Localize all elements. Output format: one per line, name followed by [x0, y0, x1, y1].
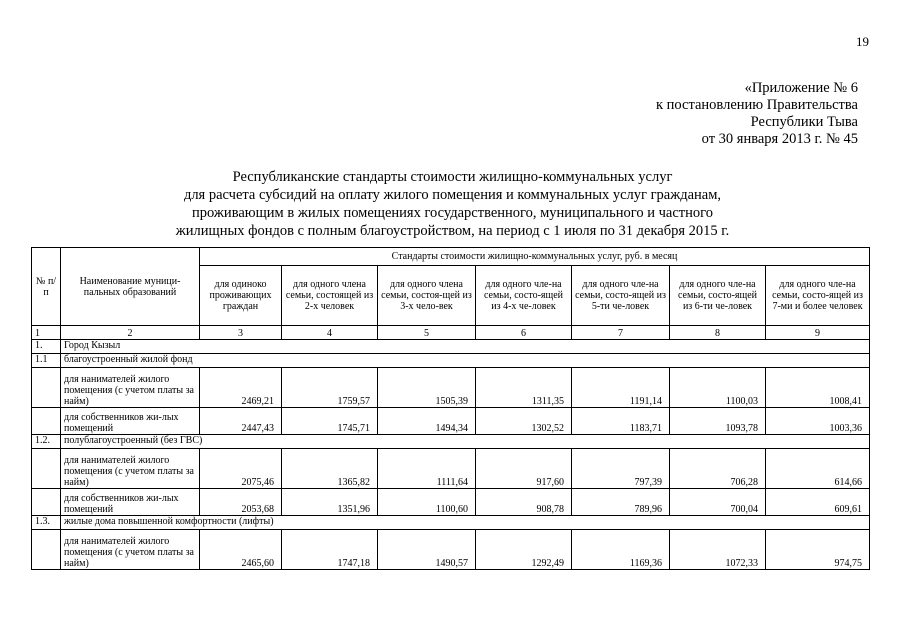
header-col: для одного чле-на семьи, состо-ящей из 4-х че-ловек [476, 266, 572, 326]
row-label: для собственников жи-лых помещений [61, 489, 200, 516]
column-number: 9 [766, 326, 870, 340]
appendix-line: к постановлению Правительства [656, 97, 858, 113]
section-name: благоустроенный жилой фонд [61, 354, 870, 368]
city-name: Город Кызыл [61, 340, 870, 354]
column-number: 6 [476, 326, 572, 340]
header-group: Стандарты стоимости жилищно-коммунальных услуг, руб. в месяц [200, 248, 870, 266]
table-cell: 2053,68 [200, 489, 282, 516]
table-cell: 2447,43 [200, 408, 282, 435]
section-row [32, 435, 870, 449]
table-cell: 1759,57 [282, 368, 378, 408]
table-cell: 2465,60 [200, 530, 282, 570]
title-line: жилищных фондов с полным благоустройством, на период с 1 июля по 31 декабря 2015 г. [175, 223, 730, 239]
column-number: 7 [572, 326, 670, 340]
table-cell: 1008,41 [766, 368, 870, 408]
title-line: проживающим в жилых помещениях государственного, муниципального и частного [192, 205, 713, 221]
row-index: 1.2. [32, 435, 61, 449]
table-cell: 1747,18 [282, 530, 378, 570]
table-row [32, 489, 870, 516]
table-cell: 1111,64 [378, 449, 476, 489]
table-cell: 1745,71 [282, 408, 378, 435]
table-cell: 706,28 [670, 449, 766, 489]
column-number: 2 [61, 326, 200, 340]
section-row [32, 516, 870, 530]
row-label: для нанимателей жилого помещения (с учетом платы за найм) [61, 530, 200, 570]
column-number: 3 [200, 326, 282, 340]
standards-table [31, 247, 870, 570]
table-cell: 1072,33 [670, 530, 766, 570]
table-cell: 1311,35 [476, 368, 572, 408]
table-row [32, 530, 870, 570]
header-col: для одного члена семьи, состоя-щей из 3-х чело-век [378, 266, 476, 326]
table-cell: 1490,57 [378, 530, 476, 570]
header-col: для одного чле-на семьи, состо-ящей из 6-ти че-ловек [670, 266, 766, 326]
table-cell: 1003,36 [766, 408, 870, 435]
title-line: для расчета субсидий на оплату жилого помещения и коммунальных услуг гражданам, [183, 187, 722, 203]
column-number: 8 [670, 326, 766, 340]
table-cell: 1351,96 [282, 489, 378, 516]
row-label: для собственников жи-лых помещений [61, 408, 200, 435]
table-row [32, 408, 870, 435]
header-col: для одиноко проживающих граждан [200, 266, 282, 326]
column-number: 5 [378, 326, 476, 340]
column-number: 1 [32, 326, 61, 340]
table-cell: 2075,46 [200, 449, 282, 489]
column-number: 4 [282, 326, 378, 340]
table-cell: 917,60 [476, 449, 572, 489]
table-cell: 609,61 [766, 489, 870, 516]
header-col: для одного члена семьи, состоящей из 2-х человек [282, 266, 378, 326]
row-label: для нанимателей жилого помещения (с учетом платы за найм) [61, 368, 200, 408]
table-cell: 1093,78 [670, 408, 766, 435]
table-cell: 1191,14 [572, 368, 670, 408]
table-cell: 1494,34 [378, 408, 476, 435]
table-cell: 1292,49 [476, 530, 572, 570]
table-cell: 1100,03 [670, 368, 766, 408]
appendix-line: «Приложение № 6 [744, 80, 858, 96]
table-cell: 1183,71 [572, 408, 670, 435]
section-name: жилые дома повышенной комфортности (лифты) [61, 516, 870, 530]
title-line: Республиканские стандарты стоимости жилищно-коммунальных услуг [232, 169, 673, 185]
table-cell: 908,78 [476, 489, 572, 516]
column-numbers-row [32, 326, 870, 340]
table-cell: 1505,39 [378, 368, 476, 408]
table-cell: 789,96 [572, 489, 670, 516]
table-cell: 2469,21 [200, 368, 282, 408]
document-title [0, 168, 905, 240]
section-name: полублагоустроенный (без ГВС) [61, 435, 870, 449]
header-col: для одного чле-на семьи, состо-ящей из 7-ми и более человек [766, 266, 870, 326]
table-cell: 1100,60 [378, 489, 476, 516]
table-cell: 1365,82 [282, 449, 378, 489]
appendix-block [598, 80, 858, 148]
header-col: для одного чле-на семьи, состо-ящей из 5-ти че-ловек [572, 266, 670, 326]
row-index: 1.1 [32, 354, 61, 368]
appendix-line: Республики Тыва [750, 114, 858, 130]
table-cell: 974,75 [766, 530, 870, 570]
table-cell: 614,66 [766, 449, 870, 489]
table-row [32, 449, 870, 489]
table-cell: 797,39 [572, 449, 670, 489]
header-name: Наименование муници-пальных образований [61, 248, 200, 326]
row-index: 1.3. [32, 516, 61, 530]
section-row [32, 354, 870, 368]
appendix-line: от 30 января 2013 г. № 45 [701, 131, 858, 147]
table-cell: 1302,52 [476, 408, 572, 435]
table-cell: 1169,36 [572, 530, 670, 570]
row-label: для нанимателей жилого помещения (с учетом платы за найм) [61, 449, 200, 489]
table-cell: 700,04 [670, 489, 766, 516]
row-index: 1. [32, 340, 61, 354]
table-row [32, 368, 870, 408]
city-row [32, 340, 870, 354]
page-number: 19 [856, 34, 869, 49]
header-num: № п/п [32, 248, 61, 326]
